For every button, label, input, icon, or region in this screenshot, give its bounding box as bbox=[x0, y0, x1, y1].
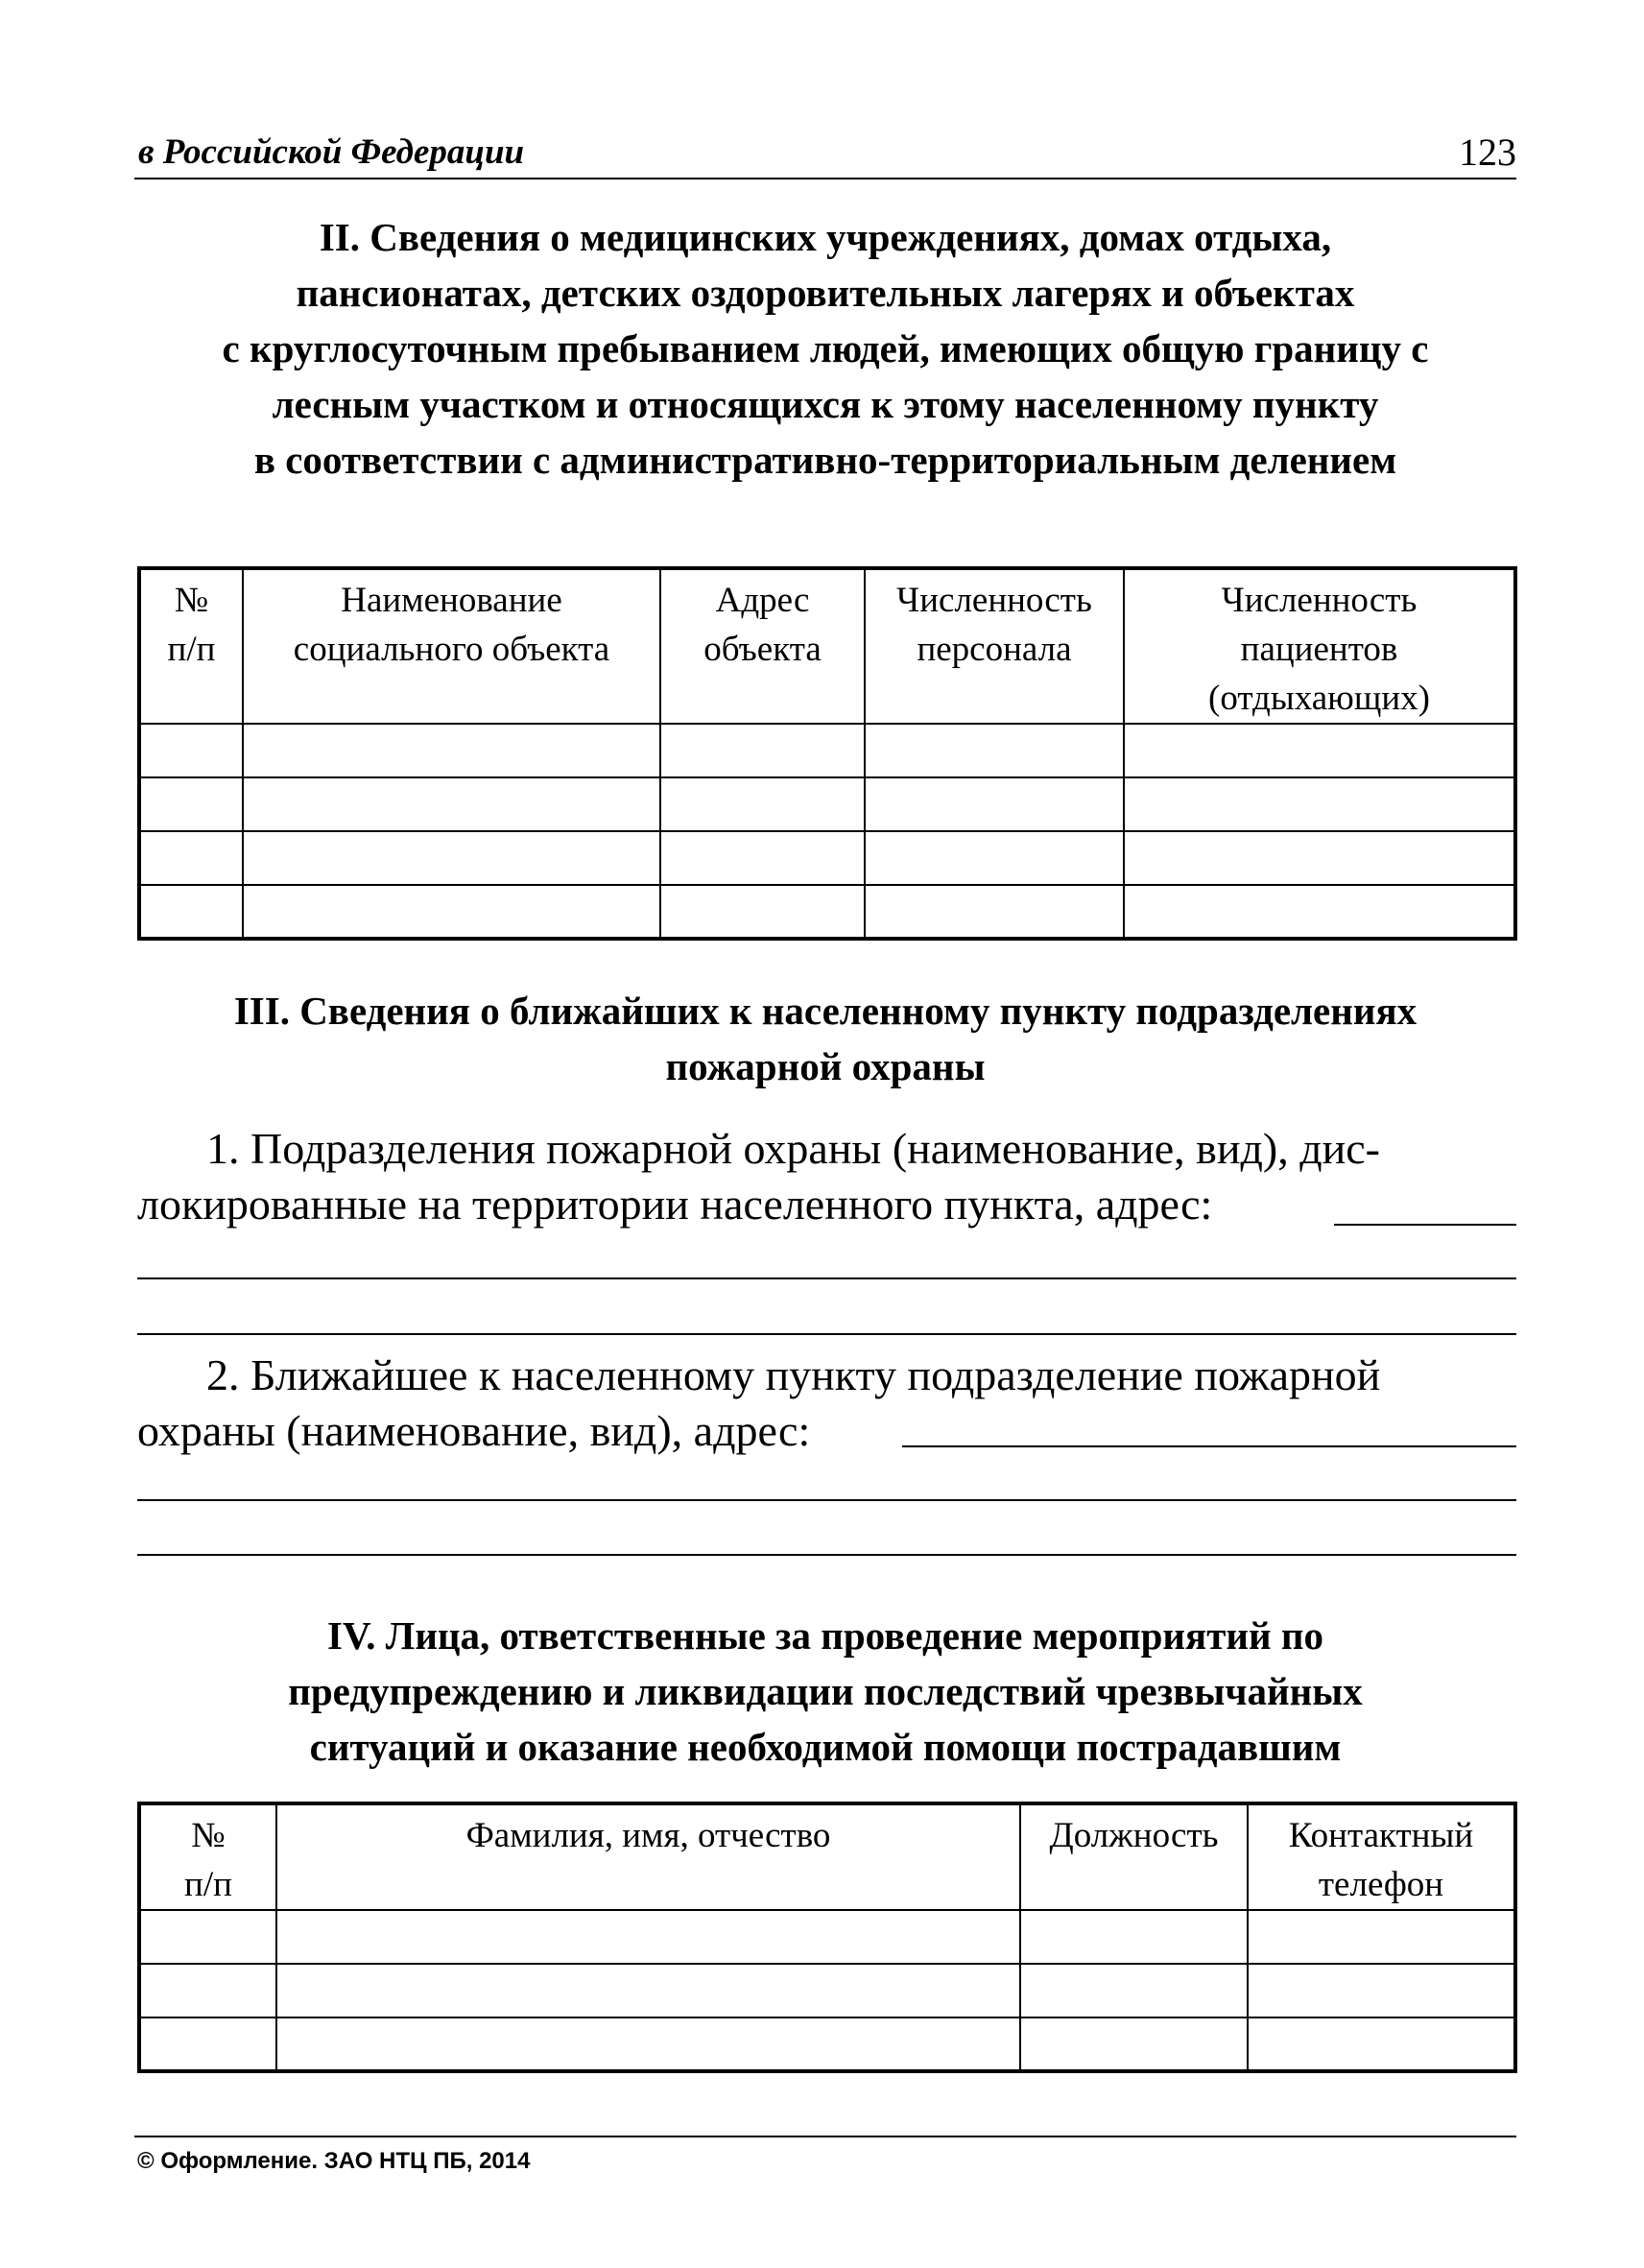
table-cell[interactable] bbox=[243, 831, 660, 885]
table-cell[interactable] bbox=[139, 1910, 276, 1964]
section-4-title-line: ситуаций и оказание необходимой помощи пострадавшим bbox=[309, 1725, 1342, 1769]
responsible-persons-table bbox=[137, 1802, 1517, 2073]
table-cell[interactable] bbox=[1248, 2017, 1515, 2071]
fill-line[interactable] bbox=[137, 1333, 1516, 1335]
table-cell[interactable] bbox=[139, 831, 243, 885]
fill-line[interactable] bbox=[137, 1554, 1516, 1556]
table-cell[interactable] bbox=[139, 2017, 276, 2071]
table-cell[interactable] bbox=[139, 724, 243, 777]
table-cell[interactable] bbox=[1248, 1964, 1515, 2017]
section-2-title-line: II. Сведения о медицинских учреждениях, домах отдыха, bbox=[319, 215, 1332, 259]
table-cell[interactable] bbox=[865, 831, 1124, 885]
table-cell[interactable] bbox=[1124, 777, 1515, 831]
table-row bbox=[139, 777, 1515, 831]
section-2-title-line: с круглосуточным пребыванием людей, имеющих общую границу с bbox=[222, 326, 1429, 370]
section-4-title bbox=[134, 1608, 1516, 1775]
table-cell[interactable] bbox=[243, 777, 660, 831]
running-head bbox=[134, 128, 1516, 179]
table-cell[interactable] bbox=[660, 885, 865, 939]
section-2-title-line: пансионатах, детских оздоровительных лагерях и объектах bbox=[296, 271, 1355, 315]
table-cell[interactable] bbox=[243, 724, 660, 777]
section-2-title bbox=[134, 209, 1516, 488]
table-cell[interactable] bbox=[1124, 831, 1515, 885]
table-cell[interactable] bbox=[865, 777, 1124, 831]
table-cell[interactable] bbox=[1020, 1910, 1248, 1964]
table-cell[interactable] bbox=[276, 1964, 1020, 2017]
table-cell[interactable] bbox=[276, 1910, 1020, 1964]
fill-line[interactable] bbox=[137, 1277, 1516, 1279]
table-cell[interactable] bbox=[243, 885, 660, 939]
section-3-title-line: пожарной охраны bbox=[665, 1044, 986, 1088]
table-header-row bbox=[139, 1803, 1515, 1910]
col-header-patient-count: Численность пациентов (отдыхающих) bbox=[1124, 568, 1515, 724]
copyright-notice: © Оформление. ЗАО НТЦ ПБ, 2014 bbox=[137, 2148, 531, 2174]
fill-line[interactable] bbox=[137, 1499, 1516, 1501]
section-4-title-line: предупреждению и ликвидации последствий чрезвычайных bbox=[288, 1669, 1363, 1713]
table-row bbox=[139, 831, 1515, 885]
nearest-fire-unit-text: 2. Ближайшее к населенному пункту подразделение пожарной охраны (наименование, вид), адрес: bbox=[137, 1350, 1381, 1455]
table-cell[interactable] bbox=[1020, 1964, 1248, 2017]
col-header-number: № п/п bbox=[139, 1803, 276, 1910]
col-header-staff-count: Численность персонала bbox=[865, 568, 1124, 724]
table-row bbox=[139, 1964, 1515, 2017]
table-cell[interactable] bbox=[660, 831, 865, 885]
table-cell[interactable] bbox=[139, 777, 243, 831]
table-row bbox=[139, 1910, 1515, 1964]
table-row bbox=[139, 2017, 1515, 2071]
col-header-number: № п/п bbox=[139, 568, 243, 724]
col-header-full-name: Фамилия, имя, отчество bbox=[276, 1803, 1020, 1910]
section-4-title-line: IV. Лица, ответственные за проведение мероприятий по bbox=[326, 1613, 1323, 1658]
table-cell[interactable] bbox=[139, 885, 243, 939]
table-row bbox=[139, 885, 1515, 939]
table-row bbox=[139, 724, 1515, 777]
page-number: 123 bbox=[1459, 131, 1516, 174]
table-cell[interactable] bbox=[1124, 724, 1515, 777]
footer-rule bbox=[134, 2136, 1516, 2137]
table-cell[interactable] bbox=[865, 724, 1124, 777]
table-header-row bbox=[139, 568, 1515, 724]
col-header-object-name: Наименование социального объекта bbox=[243, 568, 660, 724]
section-3-title-line: III. Сведения о ближайших к населенному пункту подразделениях bbox=[233, 989, 1418, 1033]
table-cell[interactable] bbox=[865, 885, 1124, 939]
table-cell[interactable] bbox=[660, 777, 865, 831]
address-fill-line[interactable] bbox=[1334, 1224, 1516, 1226]
fire-units-in-locality-text: 1. Подразделения пожарной охраны (наименование, вид), дис- локированные на территории населенного пункта, адрес: bbox=[137, 1124, 1380, 1229]
table-cell[interactable] bbox=[1020, 2017, 1248, 2071]
table-cell[interactable] bbox=[276, 2017, 1020, 2071]
section-2-title-line: в соответствии с административно-территориальным делением bbox=[253, 438, 1397, 482]
running-title: в Российской Федерации bbox=[138, 132, 525, 172]
address-fill-line[interactable] bbox=[902, 1445, 1516, 1447]
col-header-object-address: Адрес объекта bbox=[660, 568, 865, 724]
section-2-title-line: лесным участком и относящихся к этому населенному пункту bbox=[272, 382, 1379, 426]
section-3-title bbox=[134, 983, 1516, 1094]
table-cell[interactable] bbox=[1124, 885, 1515, 939]
table-cell[interactable] bbox=[139, 1964, 276, 2017]
col-header-position: Должность bbox=[1020, 1803, 1248, 1910]
table-cell[interactable] bbox=[660, 724, 865, 777]
social-objects-table bbox=[137, 566, 1517, 941]
table-cell[interactable] bbox=[1248, 1910, 1515, 1964]
col-header-phone: Контактный телефон bbox=[1248, 1803, 1515, 1910]
